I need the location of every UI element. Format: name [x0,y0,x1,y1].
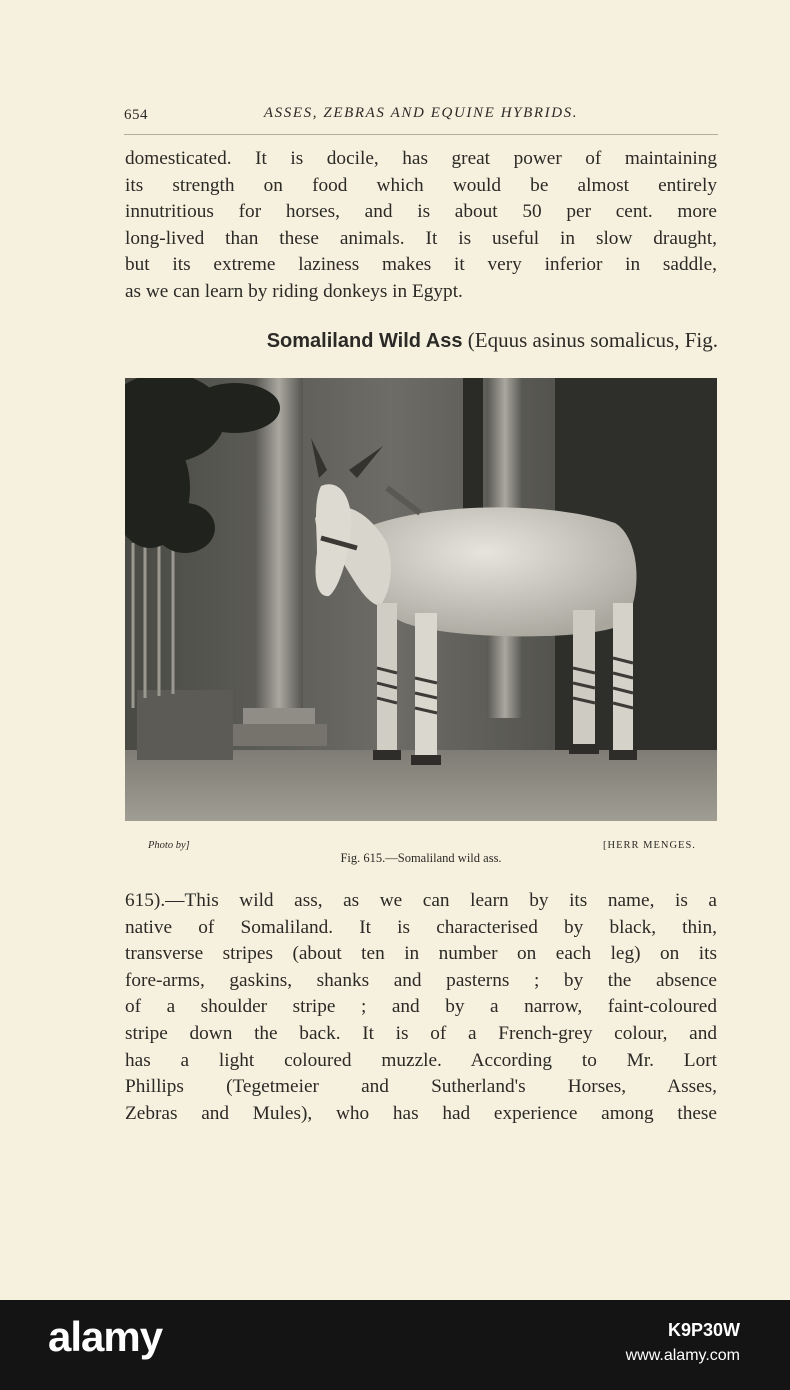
image-code: K9P30W [667,1320,740,1340]
text-line: but its extreme laziness makes it very inferior in saddle, [125,254,717,276]
text-line: its strength on food which would be almost entirely [125,174,717,196]
alamy-logo: alamy [48,1313,163,1360]
page-number: 654 [124,107,148,123]
header-rule [124,134,718,135]
figure-photo [125,378,717,821]
text-line: of a shoulder stripe ; and by a narrow, faint-coloured [125,996,717,1018]
text-line: Zebras and Mules), who has had experience among these [125,1102,717,1124]
text-line: native of Somaliland. It is characterised by black, thin, [125,916,717,938]
running-header [124,104,718,130]
wild-ass-photo-illustration [125,378,717,821]
heading-rest: (Equus asinus somalicus, Fig. [462,328,718,352]
text-line: fore-arms, gaskins, shanks and pasterns ; by the absence [125,969,717,991]
heading-bold: Somaliland Wild Ass [266,330,463,352]
text-line: innutritious for horses, and is about 50 per cent. more [125,201,717,223]
paragraph-2 [125,888,717,1127]
photo-credit-left: Photo by] [148,840,190,851]
running-title: ASSES, ZEBRAS AND EQUINE HYBRIDS. [263,105,579,121]
site-url: www.alamy.com [625,1347,740,1364]
text-line: domesticated. It is docile, has great power of maintaining [125,148,717,169]
section-heading [158,328,718,353]
text-line: stripe down the back. It is of a French-grey colour, and [125,1022,717,1044]
figure-caption: Fig. 615.—Somaliland wild ass. [340,851,502,865]
text-line: 615).—This wild ass, as we can learn by its name, is a [125,890,717,911]
text-line: as we can learn by riding donkeys in Egypt. [125,280,463,302]
text-line: long-lived than these animals. It is useful in slow draught, [125,227,717,249]
paragraph-1 [125,146,717,306]
text-line: transverse stripes (about ten in number on each leg) on its [125,943,717,965]
photo-credit-right: [HERR MENGES. [603,840,696,851]
text-line: has a light coloured muzzle. According to Mr. Lort [125,1049,717,1071]
text-line: Phillips (Tegetmeier and Sutherland's Horses, Asses, [125,1076,717,1098]
